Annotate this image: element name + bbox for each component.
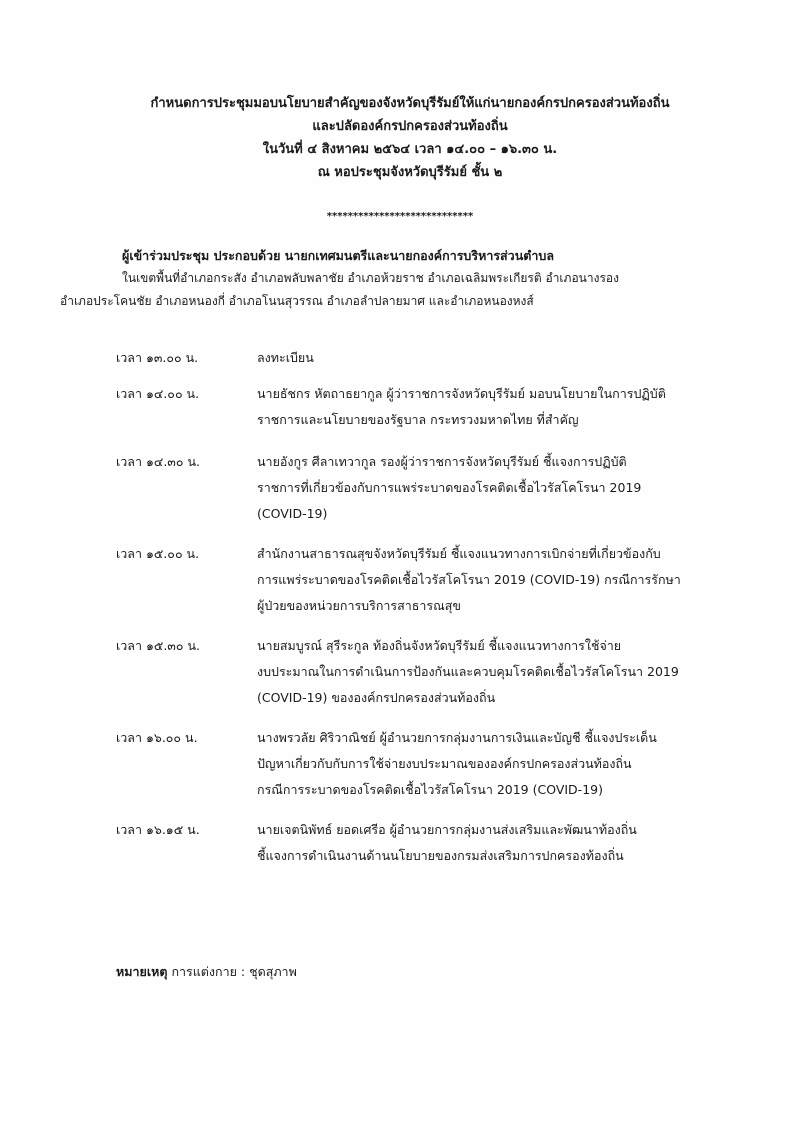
schedule-time: เวลา ๑๕.๓๐ น.	[116, 638, 200, 653]
remark	[116, 962, 297, 982]
schedule-item	[116, 449, 719, 527]
schedule-time: เวลา ๑๔.๐๐ น.	[116, 386, 200, 401]
schedule-description	[257, 633, 719, 711]
schedule-item	[116, 817, 719, 869]
schedule-time: เวลา ๑๔.๓๐ น.	[116, 454, 200, 469]
schedule-description	[257, 381, 719, 433]
remark-text: การแต่งกาย : ชุดสุภาพ	[171, 964, 297, 979]
schedule-item	[116, 345, 719, 371]
schedule-item	[116, 541, 719, 619]
schedule-description-line: สำนักงานสาธารณสุขจังหวัดบุรีรัมย์ ชี้แจงแนวทางการเบิกจ่ายที่เกี่ยวข้องกับ	[257, 546, 661, 561]
schedule-description-line: ชี้แจงการดำเนินงานด้านนโยบายของกรมส่งเสริมการปกครองท้องถิ่น	[257, 848, 624, 863]
schedule-description-line: กรณีการระบาดของโรคติดเชื้อไวรัสโคโรนา 2019 (COVID-19)	[257, 782, 603, 797]
schedule-time: เวลา ๑๓.๐๐ น.	[116, 350, 199, 365]
schedule-description-line: นายธัชกร หัตถาธยากูล ผู้ว่าราชการจังหวัดบุรีรัมย์ มอบนโยบายในการปฏิบัติ	[257, 386, 666, 401]
schedule-description-line: (COVID-19) ขององค์กรปกครองส่วนท้องถิ่น	[257, 690, 496, 705]
schedule-time: เวลา ๑๖.๐๐ น.	[116, 730, 198, 745]
schedule-description	[257, 345, 719, 371]
schedule-description-line: ราชการที่เกี่ยวข้องกับการแพร่ระบาดของโรคติดเชื้อไวรัสโคโรนา 2019	[257, 480, 642, 495]
schedule-description-line: นางพรวลัย ศิริวาณิชย์ ผู้อำนวยการกลุ่มงานการเงินและบัญชี ชี้แจงประเด็น	[257, 730, 657, 745]
schedule-description-line: การแพร่ระบาดของโรคติดเชื้อไวรัสโคโรนา 2019 (COVID-19) กรณีการรักษา	[257, 572, 681, 587]
document-title	[60, 92, 760, 184]
schedule-description	[257, 541, 719, 619]
remark-label: หมายเหตุ	[116, 964, 168, 979]
schedule-description-line: นายเจตนิพัทธ์ ยอดเศรีอ ผู้อำนวยการกลุ่มงานส่งเสริมและพัฒนาท้องถิ่น	[257, 822, 637, 837]
schedule-item	[116, 725, 719, 803]
attendees-line-1: ผู้เข้าร่วมประชุม ประกอบด้วย นายกเทศมนตรีและนายกองค์การบริหารส่วนตำบล	[122, 248, 554, 263]
schedule-description	[257, 817, 719, 869]
attendees-line-2: ในเขตพื้นที่อำเภอกระสัง อำเภอพลับพลาชัย อำเภอห้วยราช อำเภอเฉลิมพระเกียรติ อำเภอนางรอง	[122, 271, 619, 285]
schedule-description-line: นายอังกูร ศีลาเทวากูล รองผู้ว่าราชการจังหวัดบุรีรัมย์ ชี้แจงการปฏิบัติ	[257, 454, 627, 469]
attendees-line-3: อำเภอประโคนชัย อำเภอหนองกี่ อำเภอโนนสุวรรณ อำเภอลำปลายมาศ และอำเภอหนองหงส์	[60, 294, 534, 308]
title-line-3: ในวันที่ ๔ สิงหาคม ๒๕๖๔ เวลา ๑๔.๐๐ – ๑๖.๓๐ น.	[262, 142, 558, 157]
schedule-description-line: งบประมาณในการดำเนินการป้องกันและควบคุมโรคติดเชื้อไวรัสโคโรนา 2019	[257, 664, 679, 679]
schedule-description-line: ผู้ป่วยของหน่วยการบริการสาธารณสุข	[257, 598, 461, 613]
schedule-description	[257, 725, 719, 803]
title-line-1: กำหนดการประชุมมอบนโยบายสำคัญของจังหวัดบุรีรัมย์ให้แก่นายกองค์กรปกครองส่วนท้องถิ่น	[150, 96, 670, 111]
schedule-time: เวลา ๑๖.๑๕ น.	[116, 822, 200, 837]
schedule-description-line: ราชการและนโยบายของรัฐบาล กระทรวงมหาดไทย ที่สำคัญ	[257, 412, 579, 427]
schedule-description-line: นายสมบูรณ์ สุรีระกูล ท้องถิ่นจังหวัดบุรีรัมย์ ชี้แจงแนวทางการใช้จ่าย	[257, 638, 622, 653]
schedule-description-line: ลงทะเบียน	[257, 350, 314, 365]
schedule-item	[116, 633, 719, 711]
schedule-item	[116, 381, 719, 433]
attendees-paragraph	[60, 244, 740, 313]
schedule-description-line: ปัญหาเกี่ยวกับกับการใช้จ่ายงบประมาณขององค์กรปกครองส่วนท้องถิ่น	[257, 756, 632, 771]
asterisk-divider: ****************************	[326, 211, 474, 222]
title-line-4: ณ หอประชุมจังหวัดบุรีรัมย์ ชั้น ๒	[317, 165, 503, 180]
schedule-time: เวลา ๑๕.๐๐ น.	[116, 546, 200, 561]
schedule-description-line: (COVID-19)	[257, 506, 328, 521]
title-line-2: และปลัดองค์กรปกครองส่วนท้องถิ่น	[312, 119, 508, 134]
schedule-description	[257, 449, 719, 527]
